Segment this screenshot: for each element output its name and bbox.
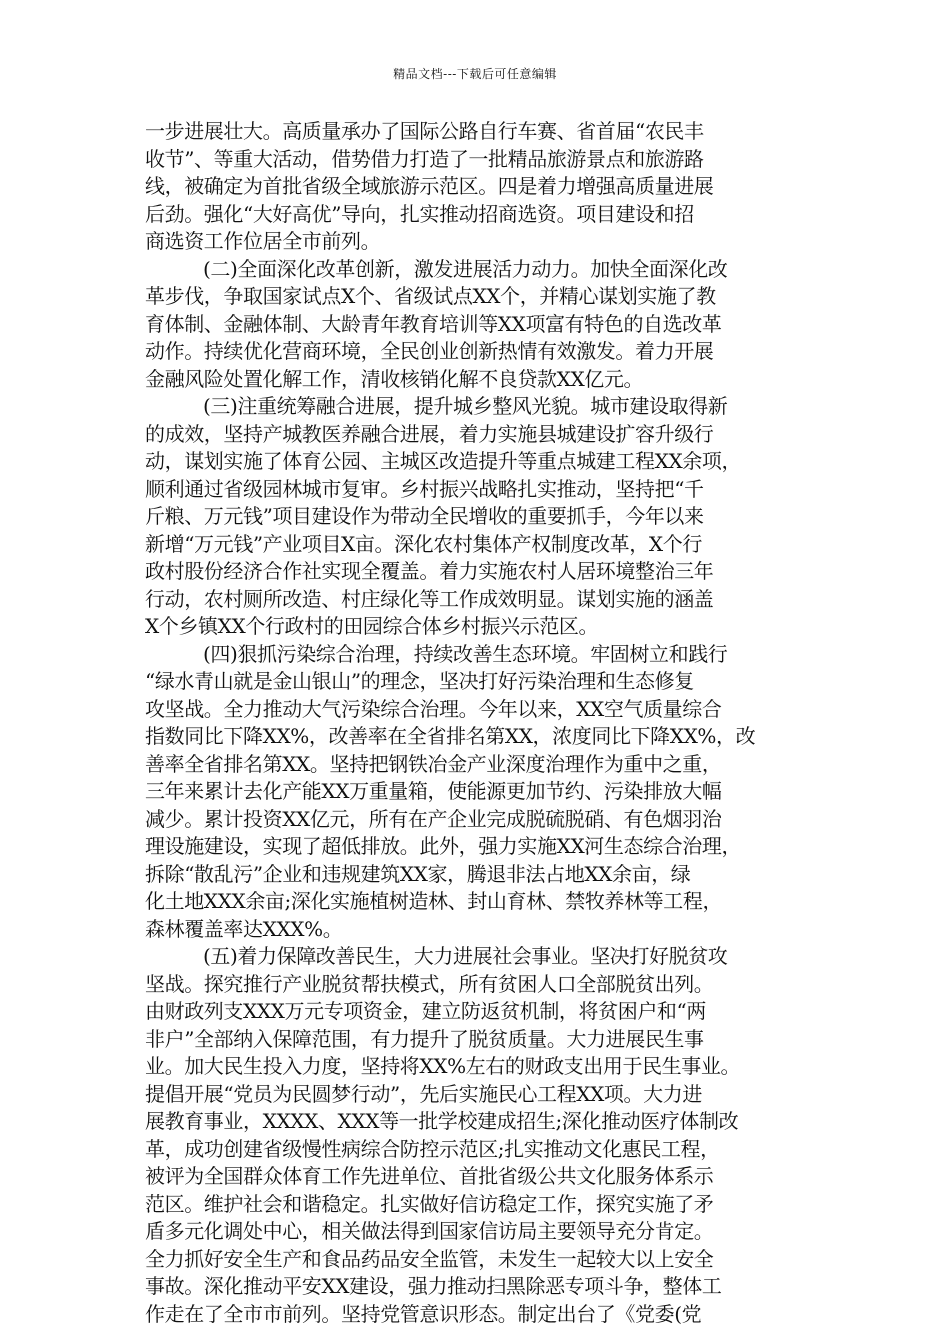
text-line: 范区。维护社会和谐稳定。扎实做好信访稳定工作，探究实施了矛 [145,1191,714,1216]
text-line: 政村股份经济合作社实现全覆盖。着力实施农村人居环境整治三年 [145,559,714,583]
text-line: 行动，农村厕所改造、村庄绿化等工作成效明显。谋划实施的涵盖 [145,586,714,611]
text-line: 线，被确定为首批省级全域旅游示范区。四是着力增强高质量进展 [145,174,714,198]
text-line: 指数同比下降XX%，改善率在全省排名第XX，浓度同比下降XX%，改 [145,724,756,748]
text-line: 提倡开展“党员为民圆梦行动”，先后实施民心工程XX项。大力进 [145,1081,702,1106]
text-line: 革步伐，争取国家试点X个、省级试点XX个，并精心谋划实施了教 [145,284,716,308]
text-line: 由财政列支XXX万元专项资金，建立防返贫机制，将贫困户和“两 [145,999,706,1023]
text-line: 盾多元化调处中心，相关做法得到国家信访局主要领导充分肯定。 [145,1219,714,1243]
text-line: 拆除“散乱污”企业和违规建筑XX家，腾退非法占地XX余亩，绿 [145,861,691,886]
text-line: 三年来累计去化产能XX万重量箱，使能源更加节约、污染排放大幅 [145,779,722,803]
text-line: X个乡镇XX个行政村的田园综合体乡村振兴示范区。 [145,614,599,638]
text-line: 金融风险处置化解工作，清收核销化解不良贷款XX亿元。 [145,366,644,391]
paragraph-first-line: (二)全面深化改革创新，激发进展活力动力。加快全面深化改 [203,256,728,281]
text-line: 全力抓好安全生产和食品药品安全监管，未发生一起较大以上安全 [145,1246,714,1271]
paragraph-first-line: (三)注重统筹融合进展，提升城乡整风光貌。城市建设取得新 [203,394,728,418]
text-line: 理设施建设，实现了超低排放。此外，强力实施XX河生态综合治理， [145,834,742,858]
text-line: 动，谋划实施了体育公园、主城区改造提升等重点城建工程XX余项， [145,449,742,473]
text-line: 化土地XXX余亩;深化实施植树造林、封山育林、禁牧养林等工程， [145,889,723,913]
text-line: 坚战。探究推行产业脱贫帮扶模式，所有贫困人口全部脱贫出列。 [145,971,714,996]
paragraph-first-line: (四)狠抓污染综合治理，持续改善生态环境。牢固树立和践行 [203,641,728,666]
text-line: 收节”、等重大活动，借势借力打造了一批精品旅游景点和旅游路 [145,146,704,171]
text-line: 一步进展壮大。高质量承办了国际公路自行车赛、省首届“农民丰 [145,119,704,143]
text-line: 商选资工作位居全市前列。 [145,229,381,253]
text-line: 革，成功创建省级慢性病综合防控示范区;扎实推动文化惠民工程， [145,1136,720,1161]
text-line: 作走在了全市市前列。坚持党管意识形态。制定出台了《党委(党 [145,1301,702,1326]
text-line: 动作。持续优化营商环境，全民创业创新热情有效激发。着力开展 [145,339,714,363]
text-line: 攻坚战。全力推动大气污染综合治理。今年以来，XX空气质量综合 [145,696,722,721]
text-line: 新增“万元钱”产业项目X亩。深化农村集体产权制度改革，X个行 [145,531,702,556]
text-line: 减少。累计投资XX亿元，所有在产企业完成脱硫脱硝、有色烟羽治 [145,806,722,831]
text-line: 展教育事业，XXXX、XXX等一批学校建成招生;深化推动医疗体制改 [145,1109,739,1133]
text-line: 事故。深化推动平安XX建设，强力推动扫黑除恶专项斗争，整体工 [145,1274,722,1298]
text-line: 育体制、金融体制、大龄青年教育培训等XX项富有特色的自选改革 [145,311,722,336]
text-line: 善率全省排名第XX。坚持把钢铁冶金产业深度治理作为重中之重， [145,751,722,776]
text-line: 后劲。强化“大好高优”导向，扎实推动招商选资。项目建设和招 [145,201,694,226]
page-header: 精品文档---下载后可任意编辑 [393,67,557,81]
paragraph-first-line: (五)着力保障改善民生，大力进展社会事业。坚决打好脱贫攻 [203,944,728,968]
text-line: 被评为全国群众体育工作先进单位、首批省级公共文化服务体系示 [145,1164,714,1188]
text-line: 斤粮、万元钱”项目建设作为带动全民增收的重要抓手，今年以来 [145,504,704,528]
text-line: 非户”全部纳入保障范围，有力提升了脱贫质量。大力进展民生事 [145,1026,704,1051]
text-line: 森林覆盖率达XXX%。 [145,916,343,941]
text-line: 业。加大民生投入力度，坚持将XX%左右的财政支出用于民生事业。 [145,1054,741,1078]
text-line: 顺利通过省级园林城市复审。乡村振兴战略扎实推动，坚持把“千 [145,476,704,501]
text-line: 的成效，坚持产城教医养融合进展，着力实施县城建设扩容升级行 [145,421,714,446]
text-line: “绿水青山就是金山银山”的理念，坚决打好污染治理和生态修复 [145,669,694,693]
document-body [145,118,825,1328]
